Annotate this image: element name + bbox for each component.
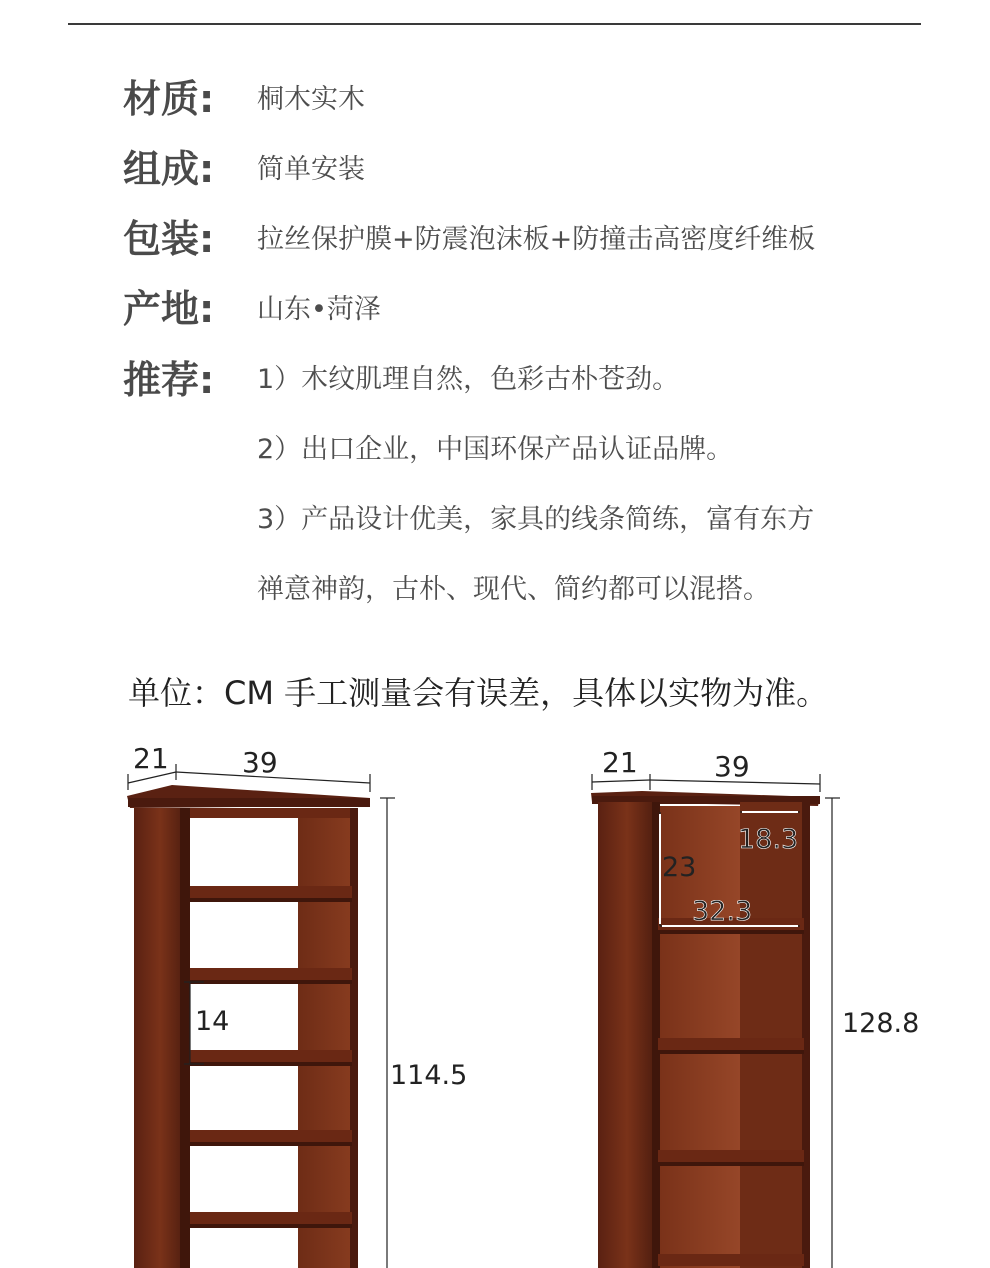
dim-gap: 14 xyxy=(195,1006,230,1037)
recommend-line: 2）出口企业，中国环保产品认证品牌。 xyxy=(257,434,734,465)
spec-label: 推荐: xyxy=(123,358,215,402)
dim-depth: 21 xyxy=(133,742,169,775)
dim-width: 39 xyxy=(714,750,750,783)
dim-height: 114.5 xyxy=(390,1060,468,1091)
spec-value: 简单安装 xyxy=(257,154,365,185)
shelf-right-side xyxy=(298,812,358,1268)
recommend-line: 1）木纹肌理自然，色彩古朴苍劲。 xyxy=(257,364,680,395)
bookshelf-right-image xyxy=(580,730,980,1268)
dim-height: 128.8 xyxy=(842,1008,920,1039)
spec-label: 产地: xyxy=(123,287,215,331)
shelf-right-side xyxy=(740,802,808,1268)
dim-depth: 21 xyxy=(602,746,638,779)
dim-width: 39 xyxy=(242,746,278,779)
recommend-line: 禅意神韵，古朴、现代、简约都可以混搭。 xyxy=(257,574,770,605)
spec-label: 组成: xyxy=(123,147,215,191)
shelf-left-side xyxy=(134,808,186,1268)
unit-note: 单位：CM 手工测量会有误差，具体以实物为准。 xyxy=(128,674,829,712)
shelf-left-side xyxy=(598,802,656,1268)
dim-top-gap: 23 xyxy=(662,852,697,883)
dim-inner-width: 32.3 xyxy=(692,896,753,927)
dim-inner-top: 18.3 xyxy=(738,824,799,855)
recommend-line: 3）产品设计优美，家具的线条简练，富有东方 xyxy=(257,504,815,535)
spec-label: 材质: xyxy=(123,77,215,121)
spec-label: 包装: xyxy=(123,217,215,261)
spec-value: 桐木实木 xyxy=(257,84,365,115)
spec-value: 山东•菏泽 xyxy=(257,294,381,325)
bookshelf-left-image xyxy=(100,730,500,1268)
top-divider xyxy=(68,23,921,25)
spec-value: 拉丝保护膜+防震泡沫板+防撞击高密度纤维板 xyxy=(257,224,816,255)
